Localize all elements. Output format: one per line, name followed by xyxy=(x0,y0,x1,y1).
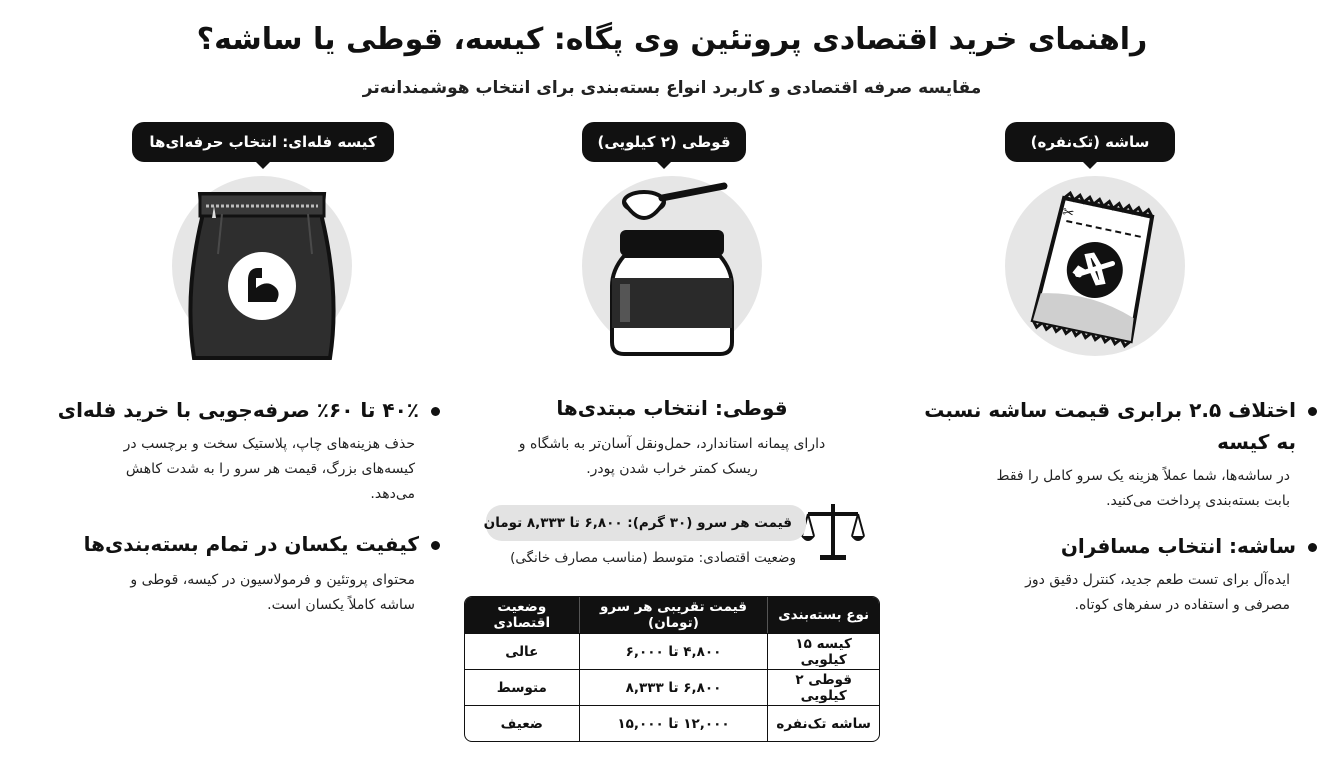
sachet-with-airplane-icon xyxy=(995,174,1195,374)
bag-point1-text: حذف هزینه‌های چاپ، پلاستیک سخت و برچسب در کیسه‌های بزرگ، قیمت هر سرو را به شدت کاهش می‌دهد. xyxy=(123,436,415,502)
bullet-dot xyxy=(431,407,440,416)
table-cell: کیسه ۱۵ کیلویی xyxy=(767,633,879,669)
sachet-point1-text: در ساشه‌ها، شما عملاً هزینه یک سرو کامل را فقط بابت بسته‌بندی پرداخت می‌کنید. xyxy=(996,468,1290,509)
economic-status-note: وضعیت اقتصادی: متوسط (مناسب مصارف خانگی) xyxy=(510,550,796,566)
serving-price-note: قیمت هر سرو (۳۰ گرم): ۶,۸۰۰ تا ۸,۳۳۳ تومان xyxy=(486,505,806,541)
sachet-column xyxy=(905,122,1325,762)
table-row xyxy=(465,633,879,669)
sachet-point2-title: ساشه: انتخاب مسافران xyxy=(905,530,1317,562)
tub-column xyxy=(462,122,882,762)
table-cell: ساشه تک‌نفره xyxy=(767,705,879,741)
bullet-dot xyxy=(1308,543,1317,552)
table-cell: ضعیف xyxy=(465,705,579,741)
table-header-cell: قیمت تقریبی هر سرو (تومان) xyxy=(579,597,768,633)
sachet-point1-title: اختلاف ۲.۵ برابری قیمت ساشه نسبت به کیسه xyxy=(905,394,1317,458)
table-cell: ۶,۸۰۰ تا ۸,۳۳۳ xyxy=(579,669,768,705)
svg-text:✂: ✂ xyxy=(1060,204,1076,223)
table-cell: متوسط xyxy=(465,669,579,705)
table-cell: ۴,۸۰۰ تا ۶,۰۰۰ xyxy=(579,633,768,669)
comparison-table xyxy=(464,596,880,742)
bag-point1-title: ۴۰٪ تا ۶۰٪ صرفه‌جویی با خرید فله‌ای xyxy=(30,394,440,426)
table-header-cell: نوع بسته‌بندی xyxy=(767,597,879,633)
sachet-tag: ساشه (تک‌نفره) xyxy=(1005,122,1175,162)
bullet-dot xyxy=(431,541,440,550)
balance-scale-icon xyxy=(800,500,866,564)
page-subtitle: مقایسه صرفه اقتصادی و کاربرد انواع بسته‌بندی برای انتخاب هوشمندانه‌تر xyxy=(362,78,982,98)
table-row xyxy=(465,705,879,741)
bag-tag: کیسه فله‌ای: انتخاب حرفه‌ای‌ها xyxy=(132,122,394,162)
tub-tag: قوطی (۲ کیلویی) xyxy=(582,122,746,162)
protein-tub-with-scoop-icon xyxy=(572,174,772,374)
page-title: راهنمای خرید اقتصادی پروتئین وی پگاه: کیسه، قوطی یا ساشه؟ xyxy=(196,22,1148,57)
bulk-bag-with-muscle-icon xyxy=(162,174,362,374)
sachet-point2-text: ایده‌آل برای تست طعم جدید، کنترل دقیق دوز مصرفی و استفاده در سفرهای کوتاه. xyxy=(1025,572,1290,613)
bullet-dot xyxy=(1308,407,1317,416)
table-row xyxy=(465,669,879,705)
bag-point2-text: محتوای پروتئین و فرمولاسیون در کیسه، قوطی و ساشه کاملاً یکسان است. xyxy=(130,572,415,613)
table-header-cell: وضعیت اقتصادی xyxy=(465,597,579,633)
table-cell: عالی xyxy=(465,633,579,669)
table-cell: ۱۲,۰۰۰ تا ۱۵,۰۰۰ xyxy=(579,705,768,741)
tub-title: قوطی: انتخاب مبتدی‌ها xyxy=(556,396,788,420)
table-header-row xyxy=(465,597,879,633)
bag-column xyxy=(30,122,450,762)
tub-text: دارای پیمانه استاندارد، حمل‌ونقل آسان‌تر به باشگاه و ریسک کمتر خراب شدن پودر. xyxy=(518,436,826,477)
bag-point2-title: کیفیت یکسان در تمام بسته‌بندی‌ها xyxy=(30,528,440,560)
table-cell: قوطی ۲ کیلویی xyxy=(767,669,879,705)
